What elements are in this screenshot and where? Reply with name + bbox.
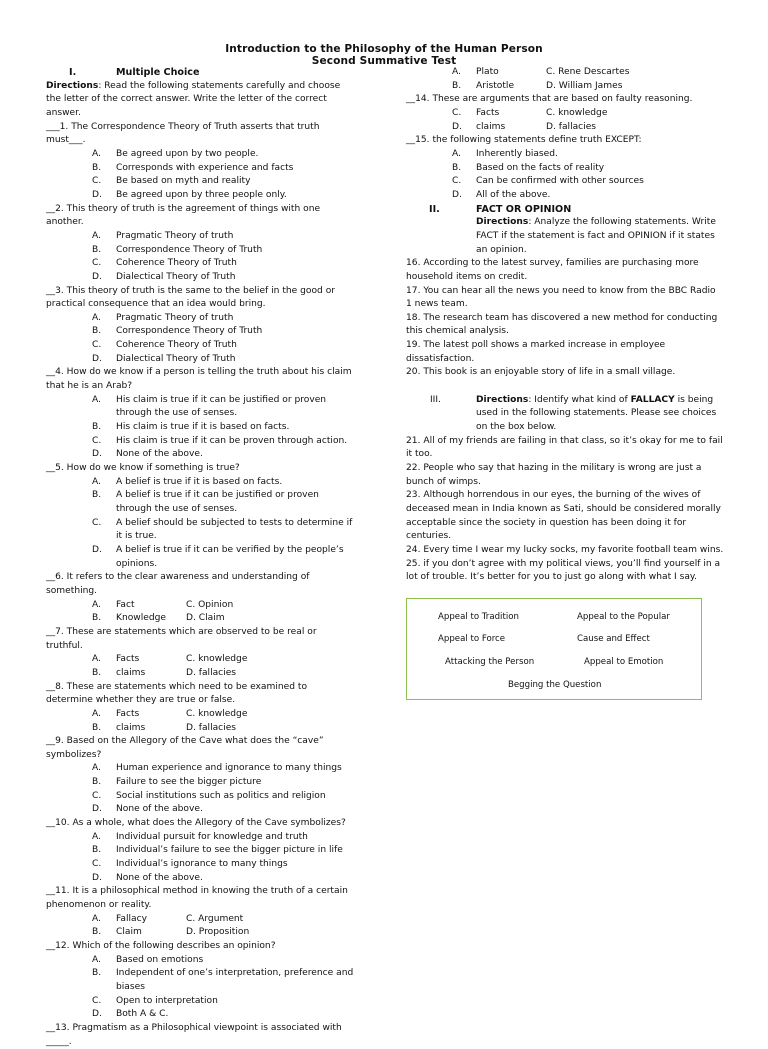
- part1-directions: [46, 80, 356, 121]
- option-text: D. fallacies: [186, 667, 237, 678]
- option-text: Facts: [476, 107, 500, 118]
- option: [46, 353, 356, 367]
- option-letter: B.: [92, 667, 102, 678]
- option-letter: C.: [452, 107, 462, 118]
- option-letter: D.: [452, 121, 462, 132]
- option-letter: D.: [452, 189, 462, 200]
- option-letter: A.: [92, 599, 101, 610]
- option-text: C. Opinion: [186, 599, 234, 610]
- option-text: A belief is true if it can be justified or proven through the use of senses.: [116, 490, 319, 514]
- option-text: C. Argument: [186, 913, 244, 924]
- item-23: 23. Although horrendous in our eyes, the burning of the wives of deceased mean in India known as Sati, should be considered morally acceptable since the society in question has been doing it for centuries.: [406, 490, 721, 542]
- option: [46, 776, 356, 790]
- option-text: Dialectical Theory of Truth: [116, 271, 236, 282]
- choice-appeal-to-emotion: Appeal to Emotion: [584, 656, 664, 667]
- spacer: [406, 380, 724, 394]
- choice-begging-the-question: Begging the Question: [508, 679, 602, 690]
- option-row: [46, 708, 356, 722]
- option: [46, 831, 356, 845]
- option-letter: C.: [92, 995, 102, 1006]
- option-row: [406, 66, 724, 80]
- option-letter: A.: [452, 67, 461, 77]
- question-3: __3. This theory of truth is the same to the belief in the good or practical consequence that an idea would bring.: [46, 285, 336, 310]
- question-6: __6. It refers to the clear awareness and understanding of something.: [46, 572, 310, 596]
- option: [46, 844, 356, 858]
- question-14: __14. These are arguments that are based on faulty reasoning.: [406, 94, 693, 105]
- option-text: Facts: [116, 708, 140, 719]
- question-9: __9. Based on the Allegory of the Cave what does the “cave” symbolizes?: [46, 736, 324, 760]
- option-letter: A.: [92, 230, 101, 241]
- option-text: Human experience and ignorance to many things: [116, 763, 342, 774]
- option-text: His claim is true if it can be proven through action.: [116, 435, 348, 446]
- choice-appeal-to-the-popular: Appeal to the Popular: [577, 611, 670, 622]
- option-letter: C.: [92, 176, 102, 187]
- option-text: Individual’s failure to see the bigger picture in life: [116, 845, 343, 856]
- option-text: claims: [476, 121, 506, 132]
- directions-label: Directions: [476, 217, 529, 228]
- question-10: __10. As a whole, what does the Allegory of the Cave symbolizes?: [46, 818, 346, 829]
- part3-number: III.: [430, 394, 441, 405]
- question-12: __12. Which of the following describes an opinion?: [46, 941, 276, 951]
- option: [46, 189, 356, 203]
- option-letter: B.: [452, 162, 462, 173]
- option-text: None of the above.: [116, 872, 203, 883]
- part1-title: Multiple Choice: [116, 67, 200, 78]
- option-letter: A.: [92, 763, 101, 774]
- option: [46, 394, 356, 421]
- option-letter: C.: [92, 517, 102, 528]
- option-letter: D.: [92, 189, 102, 200]
- part2-title: FACT OR OPINION: [476, 203, 572, 215]
- option-letter: C.: [92, 859, 102, 870]
- option-text: None of the above.: [116, 804, 203, 815]
- option-text: D. William James: [546, 80, 623, 91]
- option-text: Both A & C.: [116, 1009, 169, 1020]
- option: [46, 271, 356, 285]
- option-text: Open to interpretation: [116, 995, 218, 1006]
- option-text: A belief is true if it is based on facts.: [116, 476, 283, 487]
- option: [46, 803, 356, 817]
- option-text: Be based on myth and reality: [116, 176, 251, 187]
- option-letter: B.: [92, 968, 102, 979]
- question-2: __2. This theory of truth is the agreement of things with one another.: [46, 203, 321, 228]
- option-text: Claim: [116, 927, 142, 938]
- option: [46, 544, 356, 571]
- document-subtitle: Second Summative Test: [311, 55, 457, 67]
- fallacy-keyword: FALLACY: [630, 394, 675, 405]
- option-row: [46, 926, 356, 940]
- option-text: Aristotle: [476, 80, 515, 91]
- question-7: __7. These are statements which are observed to be real or truthful.: [46, 626, 317, 651]
- option-text: D. fallacies: [186, 722, 237, 733]
- option-letter: D.: [92, 544, 102, 555]
- option-row: [406, 121, 724, 135]
- option: [406, 175, 724, 189]
- directions-label: Directions: [46, 80, 99, 91]
- item-21: 21. All of my friends are failing in that class, so it’s okay for me to fail it too.: [406, 435, 723, 460]
- option-text: Social institutions such as politics and religion: [116, 790, 326, 801]
- option-text: Independent of one’s interpretation, preference and biases: [116, 968, 354, 992]
- option-text: Correspondence Theory of Truth: [116, 244, 263, 255]
- option-text: Pragmatic Theory of truth: [116, 312, 234, 323]
- item-25: 25. if you don’t agree with my political views, you’ll find yourself in a lot of trouble. It’s better for you to just go along with what I say.: [406, 558, 721, 583]
- option: [46, 339, 356, 353]
- option-text: claims: [116, 667, 146, 678]
- option-text: Individual’s ignorance to many things: [116, 859, 288, 870]
- option-row: [46, 667, 356, 681]
- option-letter: A.: [92, 148, 101, 159]
- option-letter: A.: [92, 708, 101, 719]
- option-letter: D.: [92, 353, 102, 364]
- option-letter: C.: [92, 258, 102, 269]
- option-letter: B.: [92, 613, 102, 624]
- option-letter: A.: [92, 312, 101, 323]
- option-row: [46, 913, 356, 927]
- document-title: Introduction to the Philosophy of the Human Person: [225, 43, 543, 55]
- option-text: Dialectical Theory of Truth: [116, 353, 236, 364]
- part2-number: II.: [429, 203, 440, 215]
- option: [46, 858, 356, 872]
- option: [46, 148, 356, 162]
- option-letter: A.: [92, 654, 101, 665]
- question-13: __13. Pragmatism as a Philosophical viewpoint is associated with _____.: [46, 1022, 342, 1047]
- option-letter: D.: [92, 872, 102, 883]
- item-17: 17. You can hear all the news you need to know from the BBC Radio 1 news team.: [406, 285, 716, 310]
- right-column: [406, 66, 724, 700]
- item-16: 16. According to the latest survey, families are purchasing more household items on credit.: [406, 258, 699, 282]
- fallacy-choices-box: [406, 598, 702, 700]
- option-text: C. Rene Descartes: [546, 67, 630, 77]
- option: [406, 162, 724, 176]
- option-text: Based on emotions: [116, 954, 204, 965]
- option-text: Knowledge: [116, 613, 166, 624]
- option-letter: B.: [92, 162, 102, 173]
- option-text: Plato: [476, 67, 499, 77]
- item-24: 24. Every time I wear my lucky socks, my favorite football team wins.: [406, 544, 724, 555]
- choice-appeal-to-tradition: Appeal to Tradition: [438, 611, 519, 622]
- option-text: A belief should be subjected to tests to determine if it is true.: [116, 517, 353, 542]
- option-letter: B.: [92, 845, 102, 856]
- part3-directions: [476, 394, 724, 435]
- option-row: [46, 722, 356, 736]
- option: [46, 421, 356, 435]
- part2-directions: [406, 216, 724, 257]
- option-text: A belief is true if it can be verified by the people’s opinions.: [116, 544, 344, 569]
- option: [46, 967, 356, 994]
- question-8: __8. These are statements which need to be examined to determine whether they are true or false.: [46, 681, 308, 706]
- option: [46, 489, 356, 516]
- option-text: Coherence Theory of Truth: [116, 340, 237, 351]
- option-text: claims: [116, 722, 146, 733]
- option: [46, 325, 356, 339]
- option-letter: A.: [92, 831, 101, 842]
- option: [46, 954, 356, 968]
- part2-heading: [406, 203, 724, 217]
- option-text: Fact: [116, 599, 135, 610]
- option: [46, 476, 356, 490]
- option-text: C. knowledge: [186, 654, 248, 665]
- item-20: 20. This book is an enjoyable story of life in a small village.: [406, 367, 676, 378]
- option-text: Failure to see the bigger picture: [116, 777, 262, 788]
- part3-heading: [406, 394, 724, 435]
- option-row: [46, 612, 356, 626]
- option: [46, 162, 356, 176]
- option-text: Be agreed upon by three people only.: [116, 189, 287, 200]
- option-text: His claim is true if it is based on facts.: [116, 422, 290, 433]
- option-letter: D.: [92, 271, 102, 282]
- option-letter: A.: [92, 394, 101, 405]
- option-text: His claim is true if it can be justified or proven through the use of senses.: [116, 394, 327, 419]
- option-text: Corresponds with experience and facts: [116, 162, 294, 173]
- option: [46, 448, 356, 462]
- option-text: None of the above.: [116, 449, 203, 460]
- option: [406, 148, 724, 162]
- option-row: [406, 80, 724, 94]
- option-text: Be agreed upon by two people.: [116, 148, 259, 159]
- option-text: All of the above.: [476, 189, 551, 200]
- option: [46, 435, 356, 449]
- option-letter: A.: [92, 476, 101, 487]
- option: [46, 790, 356, 804]
- option-letter: C.: [92, 340, 102, 351]
- option-row: [46, 599, 356, 613]
- choice-appeal-to-force: Appeal to Force: [438, 633, 506, 644]
- option: [406, 189, 724, 203]
- part1-number: I.: [69, 67, 77, 78]
- option-letter: A.: [92, 913, 101, 924]
- option-text: D. fallacies: [546, 121, 597, 132]
- option: [46, 517, 356, 544]
- option-text: C. knowledge: [186, 708, 248, 719]
- option-letter: B.: [92, 777, 102, 788]
- option-letter: C.: [92, 435, 102, 446]
- option: [46, 995, 356, 1009]
- option-letter: C.: [452, 176, 462, 187]
- choice-attacking-the-person: Attacking the Person: [445, 656, 535, 667]
- option-row: [406, 107, 724, 121]
- option-letter: D.: [92, 1009, 102, 1020]
- option-letter: C.: [92, 790, 102, 801]
- directions-label: Directions: [476, 394, 529, 405]
- option-row: [46, 653, 356, 667]
- option-letter: B.: [92, 422, 102, 433]
- option-text: Individual pursuit for knowledge and truth: [116, 831, 308, 842]
- item-18: 18. The research team has discovered a new method for conducting this chemical analysis.: [406, 312, 718, 337]
- option: [46, 312, 356, 326]
- option-text: Based on the facts of reality: [476, 162, 605, 173]
- option-text: Inherently biased.: [476, 148, 558, 159]
- part1-heading: [46, 66, 356, 80]
- option-text: Coherence Theory of Truth: [116, 258, 237, 269]
- item-22: 22. People who say that hazing in the military is wrong are just a bunch of wimps.: [406, 463, 702, 487]
- option-text: D. Claim: [186, 613, 225, 624]
- option: [46, 257, 356, 271]
- option-letter: A.: [92, 954, 101, 965]
- option-letter: B.: [92, 244, 102, 255]
- left-column: [46, 66, 356, 1049]
- item-19: 19. The latest poll shows a marked increase in employee dissatisfaction.: [406, 340, 666, 364]
- option: [46, 1008, 356, 1022]
- option: [46, 175, 356, 189]
- option-letter: A.: [452, 148, 461, 159]
- option-letter: B.: [452, 80, 462, 91]
- directions-text: : Read the following statements carefully and choose the letter of the correct answer. Write the letter of the correct answer.: [46, 80, 341, 118]
- option-text: Can be confirmed with other sources: [476, 176, 644, 187]
- option-letter: B.: [92, 490, 102, 501]
- option-letter: B.: [92, 326, 102, 337]
- option-text: Facts: [116, 654, 140, 665]
- option-letter: B.: [92, 722, 102, 733]
- option-letter: B.: [92, 927, 102, 938]
- question-15: __15. the following statements define truth EXCEPT:: [406, 135, 642, 146]
- question-5: __5. How do we know if something is true?: [46, 463, 240, 474]
- option: [46, 244, 356, 258]
- option: [46, 230, 356, 244]
- question-11: __11. It is a philosophical method in knowing the truth of a certain phenomenon or reality.: [46, 886, 348, 911]
- question-4: __4. How do we know if a person is telling the truth about his claim that he is an Arab?: [46, 367, 352, 392]
- option: [46, 762, 356, 776]
- option-letter: D.: [92, 449, 102, 460]
- option-letter: D.: [92, 804, 102, 815]
- directions-text: is being used in the following statements. Please see choices on the box below.: [476, 394, 717, 433]
- option-text: C. knowledge: [546, 107, 608, 118]
- option: [46, 872, 356, 886]
- directions-text: : Analyze the following statements. Write FACT if the statement is fact and OPINION if it states an opinion.: [476, 217, 716, 255]
- option-text: Correspondence Theory of Truth: [116, 326, 263, 337]
- option-text: Fallacy: [116, 913, 147, 924]
- option-text: Pragmatic Theory of truth: [116, 230, 234, 241]
- directions-text: : Identify what kind of: [528, 394, 631, 405]
- question-1: ___1. The Correspondence Theory of Truth asserts that truth must___.: [46, 121, 320, 146]
- option-text: D. Proposition: [186, 927, 250, 938]
- choice-cause-and-effect: Cause and Effect: [577, 633, 650, 644]
